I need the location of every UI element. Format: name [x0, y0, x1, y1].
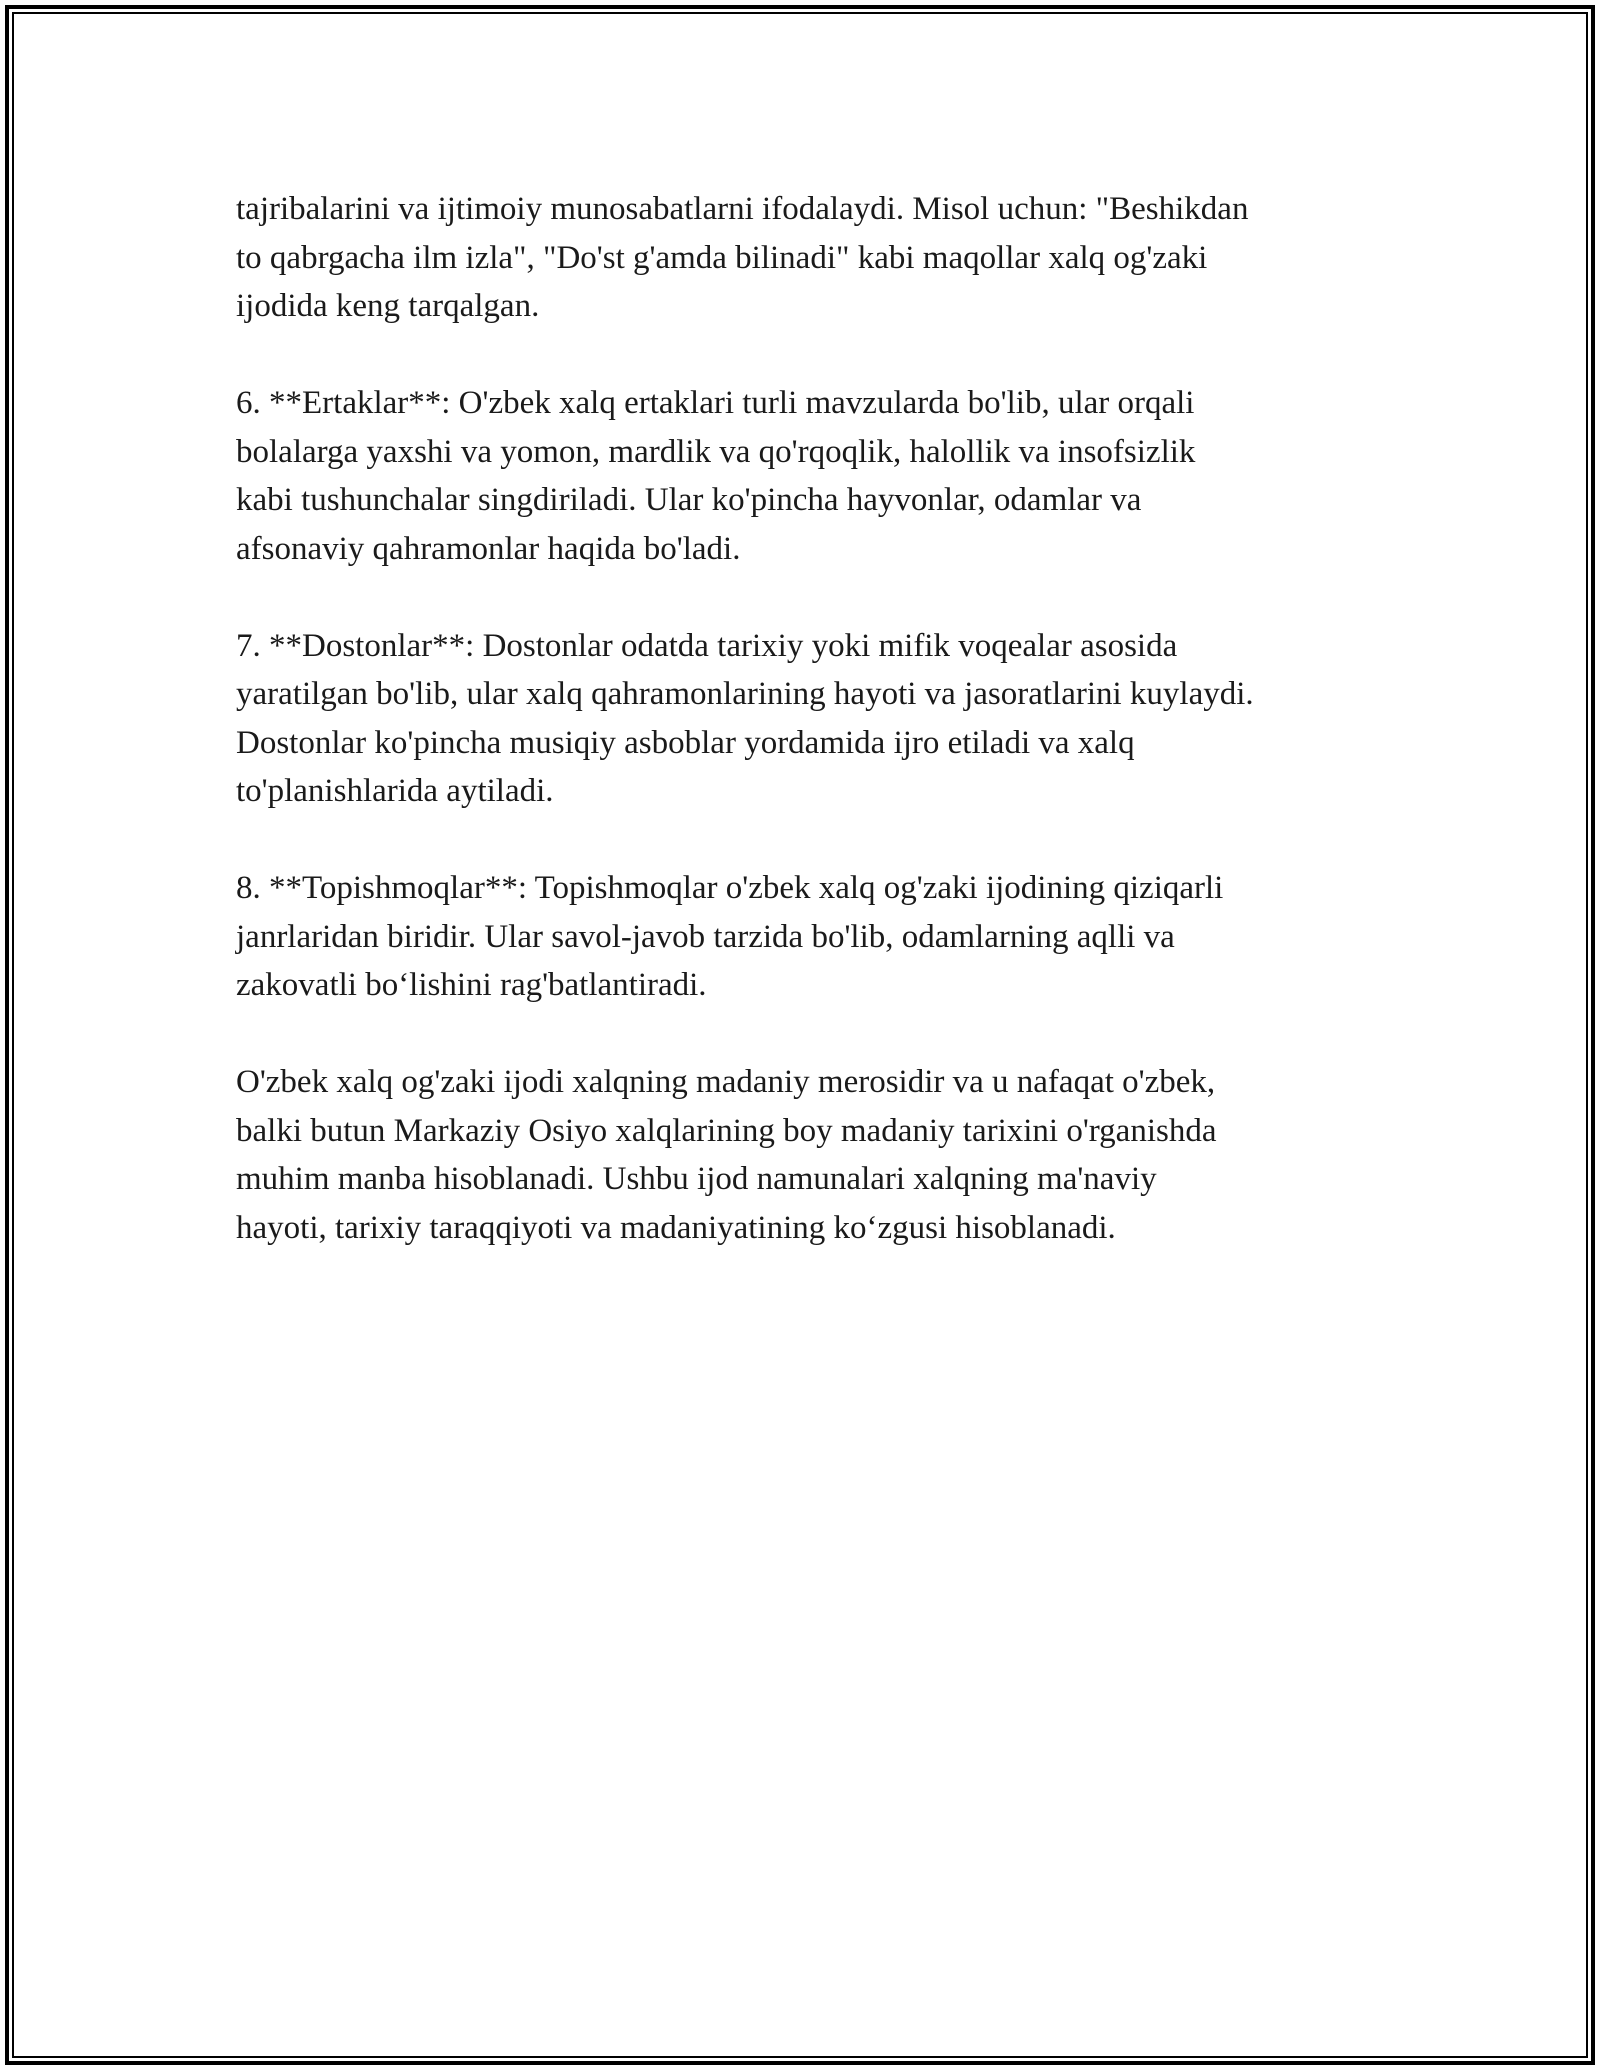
- text-line: 7. **Dostonlar**: Dostonlar odatda tarixiy yoki mifik voqealar asosida: [236, 627, 1178, 664]
- text-line: hayoti, tarixiy taraqqiyoti va madaniyatining ko‘zgusi hisoblanadi.: [236, 1209, 1116, 1246]
- text-line: kabi tushunchalar singdiriladi. Ular ko'pincha hayvonlar, odamlar va: [236, 482, 1142, 518]
- text-line: janrlaridan biridir. Ular savol-javob tarzida bo'lib, odamlarning aqlli va: [236, 918, 1175, 955]
- document-body: [236, 185, 1396, 1301]
- paragraph-conclusion: [236, 1058, 1396, 1252]
- text-line: to'planishlarida aytiladi.: [236, 773, 554, 809]
- text-line: afsonaviy qahramonlar haqida bo'ladi.: [236, 530, 741, 567]
- text-line: balki butun Markaziy Osiyo xalqlarining boy madaniy tarixini o'rganishda: [236, 1112, 1217, 1149]
- text-line: 6. **Ertaklar**: O'zbek xalq ertaklari turli mavzularda bo'lib, ular orqali: [236, 385, 1195, 421]
- paragraph-topishmoqlar: [236, 864, 1396, 1010]
- paragraph-dostonlar: [236, 622, 1396, 816]
- text-line: bolalarga yaxshi va yomon, mardlik va qo'rqoqlik, halollik va insofsizlik: [236, 433, 1196, 470]
- text-line: tajribalarini va ijtimoiy munosabatlarni ifodalaydi. Misol uchun: "Beshikdan: [236, 191, 1249, 227]
- text-line: muhim manba hisoblanadi. Ushbu ijod namunalari xalqning ma'naviy: [236, 1161, 1157, 1197]
- text-line: 8. **Topishmoqlar**: Topishmoqlar o'zbek xalq og'zaki ijodining qiziqarli: [236, 870, 1224, 906]
- paragraph-maqollar-continuation: [236, 185, 1396, 331]
- text-line: O'zbek xalq og'zaki ijodi xalqning madaniy merosidir va u nafaqat o'zbek,: [236, 1064, 1216, 1100]
- text-line: Dostonlar ko'pincha musiqiy asboblar yordamida ijro etiladi va xalq: [236, 724, 1135, 761]
- paragraph-ertaklar: [236, 379, 1396, 573]
- text-line: yaratilgan bo'lib, ular xalq qahramonlarining hayoti va jasoratlarini kuylaydi.: [236, 676, 1254, 712]
- text-line: zakovatli bo‘lishini rag'batlantiradi.: [236, 967, 707, 1003]
- text-line: to qabrgacha ilm izla", "Do'st g'amda bilinadi" kabi maqollar xalq og'zaki: [236, 239, 1208, 276]
- text-line: ijodida keng tarqalgan.: [236, 288, 540, 324]
